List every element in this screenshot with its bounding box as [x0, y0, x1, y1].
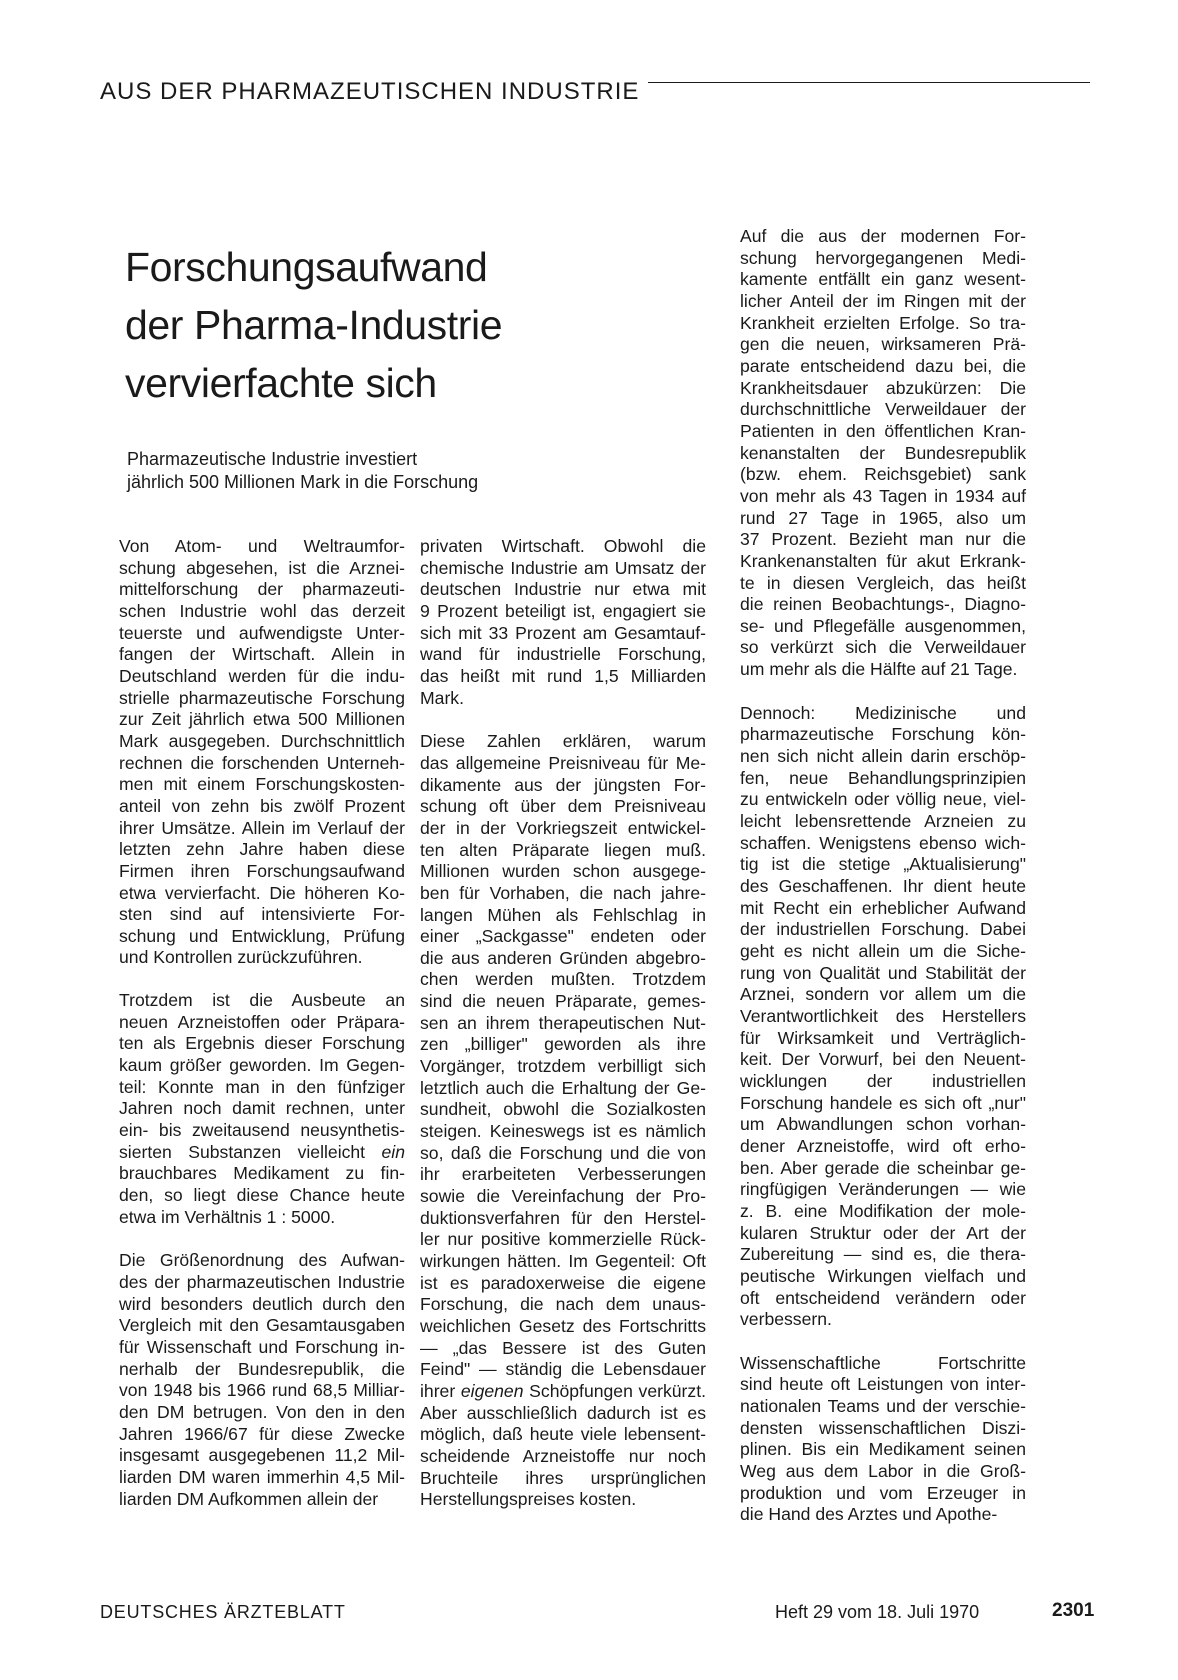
text-line: scheidende Arzneistoffe nur noch: [420, 1445, 706, 1466]
text-line: densten wissenschaftlichen Diszi-: [740, 1417, 1026, 1438]
text-line: letzten zehn Jahre haben diese: [119, 839, 405, 860]
text-line: weichlichen Gesetz des Fortschritts: [420, 1315, 706, 1336]
text-line: so verkürzt sich die Verweildauer: [740, 637, 1026, 658]
text-line: Weg aus dem Labor in die Groß-: [740, 1461, 1026, 1482]
subtitle-line: jährlich 500 Millionen Mark in die Forschung: [127, 472, 479, 492]
text-line: ihrer eigenen Schöpfungen verkürzt.: [420, 1380, 706, 1401]
text-line: brauchbares Medikament zu fin-: [119, 1163, 405, 1184]
text-line: sundheit, obwohl die Sozialkosten: [420, 1099, 706, 1120]
text-line: nerhalb der Bundesrepublik, die: [119, 1358, 405, 1379]
article-column-3: [740, 226, 1026, 1526]
article-subtitle: [127, 448, 667, 494]
text-line: 9 Prozent beteiligt ist, engagiert sie: [420, 600, 706, 621]
text-line: ringfügigen Veränderungen — wie: [740, 1179, 1026, 1200]
text-line: Aber ausschließlich dadurch ist es: [420, 1402, 706, 1423]
title-line: der Pharma-Industrie: [125, 302, 503, 348]
article-paragraph: [740, 226, 1026, 681]
text-line: schung und Entwicklung, Prüfung: [119, 925, 405, 946]
article-paragraph: [740, 703, 1026, 1331]
text-line: wicklungen der industriellen: [740, 1070, 1026, 1091]
text-line: der in der Vorkriegszeit entwickel-: [420, 817, 706, 838]
text-line: verbessern.: [740, 1309, 832, 1330]
text-line: einer „Sackgasse" endeten oder: [420, 926, 706, 947]
text-line: ben. Aber gerade die scheinbar ge-: [740, 1157, 1026, 1178]
text-line: strielle pharmazeutische Forschung: [119, 687, 405, 708]
section-header: AUS DER PHARMAZEUTISCHEN INDUSTRIE: [100, 78, 640, 105]
text-line: Diese Zahlen erklären, warum: [420, 731, 706, 752]
text-line: mit Recht ein erheblicher Aufwand: [740, 897, 1026, 918]
text-line: rung von Qualität und Stabilität der: [740, 962, 1026, 983]
text-line: pharmazeutische Forschung kön-: [740, 724, 1026, 745]
text-line: insgesamt ausgegebenen 11,2 Mil-: [119, 1445, 405, 1466]
text-line: teuerste und aufwendigste Unter-: [119, 622, 405, 643]
text-line: sen an ihrem therapeutischen Nut-: [420, 1012, 706, 1033]
article-column-2: [420, 536, 706, 1511]
text-line: plinen. Bis ein Medikament seinen: [740, 1439, 1026, 1460]
text-line: den DM betrugen. Von den in den: [119, 1401, 405, 1422]
text-line: Auf die aus der modernen For-: [740, 226, 1026, 246]
text-line: um mehr als die Hälfte auf 21 Tage.: [740, 659, 1018, 680]
text-line: Patienten in den öffentlichen Kran-: [740, 420, 1026, 441]
text-line: te in diesen Vergleich, das heißt: [740, 572, 1026, 593]
text-line: liarden DM waren immerhin 4,5 Mil-: [119, 1466, 405, 1487]
text-line: fangen der Wirtschaft. Allein in: [119, 644, 405, 665]
text-line: duktionsverfahren für den Herstel-: [420, 1207, 706, 1228]
text-line: Vergleich mit den Gesamtausgaben: [119, 1315, 405, 1336]
text-line: schung oft über dem Preisniveau: [420, 796, 706, 817]
text-line: von mehr als 43 Tagen in 1934 auf: [740, 485, 1026, 506]
text-line: Mark.: [420, 687, 464, 708]
text-line: sind die neuen Präparate, gemes-: [420, 991, 706, 1012]
text-line: den, so liegt diese Chance heute: [119, 1185, 405, 1206]
text-line: Zubereitung — sind es, die thera-: [740, 1244, 1026, 1265]
text-line: Krankheitsdauer abzukürzen: Die: [740, 377, 1026, 398]
text-line: durchschnittliche Verweildauer der: [740, 399, 1026, 420]
text-line: ihr erarbeiteten Verbesserungen: [420, 1164, 706, 1185]
text-line: tig ist die stetige „Aktualisierung": [740, 854, 1026, 875]
text-line: Jahren noch damit rechnen, unter: [119, 1098, 405, 1119]
text-line: sowie die Vereinfachung der Pro-: [420, 1186, 706, 1207]
text-line: wand für industrielle Forschung,: [420, 644, 706, 665]
text-line: mittelforschung der pharmazeuti-: [119, 579, 405, 600]
text-line: leicht lebensrettende Arzneien zu: [740, 811, 1026, 832]
text-line: neuen Arzneistoffen oder Präpara-: [119, 1011, 405, 1032]
text-line: um Abwandlungen schon vorhan-: [740, 1114, 1026, 1135]
text-line: zen „billiger" geworden als ihre: [420, 1034, 706, 1055]
text-line: wirkungen hätten. Im Gegenteil: Oft: [420, 1251, 706, 1271]
text-line: kamente entfällt ein ganz wesent-: [740, 269, 1026, 290]
text-line: für Wissenschaft und Forschung in-: [119, 1336, 405, 1357]
subtitle-line: Pharmazeutische Industrie investiert: [127, 449, 418, 469]
text-line: des der pharmazeutischen Industrie: [119, 1272, 405, 1292]
title-line: vervierfachte sich: [125, 360, 437, 406]
text-line: die reinen Beobachtungs-, Diagno-: [740, 594, 1026, 615]
text-line: teil: Konnte man in den fünfziger: [119, 1076, 405, 1097]
text-line: nen sich nicht allein darin erschöp-: [740, 746, 1026, 767]
text-line: Verantwortlichkeit des Herstellers: [740, 1005, 1026, 1026]
title-line: Forschungsaufwand: [125, 244, 488, 290]
text-line: Vorgänger, trotzdem verbilligt sich: [420, 1056, 706, 1077]
text-line: letztlich auch die Erhaltung der Ge-: [420, 1077, 706, 1098]
text-line: fen, neue Behandlungsprinzipien: [740, 767, 1026, 788]
text-line: der industriellen Forschung. Dabei: [740, 919, 1026, 940]
text-line: Firmen ihren Forschungsaufwand: [119, 860, 405, 881]
text-line: schung hervorgegangenen Medi-: [740, 247, 1026, 268]
text-line: Forschung handele es sich oft „nur": [740, 1092, 1026, 1113]
text-line: ein- bis zweitausend neusynthetis-: [119, 1120, 405, 1141]
text-line: deutschen Industrie nur etwa mit: [420, 579, 706, 600]
text-line: sierten Substanzen vielleicht ein: [119, 1141, 405, 1162]
text-line: sich mit 33 Prozent am Gesamtauf-: [420, 622, 706, 643]
text-line: ben für Vorhaben, die nach jahre-: [420, 882, 706, 903]
text-line: rund 27 Tage in 1965, also um: [740, 507, 1026, 528]
text-line: dener Arzneistoffe, wird oft erho-: [740, 1135, 1026, 1156]
page-number: 2301: [1052, 1600, 1095, 1621]
text-line: zu entwickeln oder völlig neue, viel-: [740, 789, 1026, 810]
text-line: die Hand des Arztes und Apothe-: [740, 1504, 998, 1525]
text-line: chemische Industrie am Umsatz der: [420, 557, 706, 578]
text-line: von 1948 bis 1966 rund 68,5 Milliar-: [119, 1380, 405, 1401]
text-line: geht es nicht allein um die Siche-: [740, 941, 1026, 961]
text-line: Die Größenordnung des Aufwan-: [119, 1250, 405, 1271]
text-line: men mit einem Forschungskosten-: [119, 774, 405, 795]
text-line: ler nur positive kommerzielle Rück-: [420, 1229, 706, 1250]
text-line: kenanstalten der Bundesrepublik: [740, 442, 1026, 463]
text-line: sten sind auf intensivierte For-: [119, 904, 405, 925]
article-title: [125, 238, 645, 412]
text-line: langen Mühen als Fehlschlag in: [420, 904, 706, 925]
text-line: Deutschland werden für die indu-: [119, 665, 405, 686]
text-line: ihrer Umsätze. Allein im Verlauf der: [119, 817, 405, 838]
text-line: wird besonders deutlich durch den: [119, 1293, 405, 1314]
text-line: kularen Struktur oder der Art der: [740, 1222, 1026, 1243]
article-paragraph: [119, 1250, 405, 1510]
text-line: Herstellungspreises kosten.: [420, 1489, 637, 1510]
text-line: für Wirksamkeit und Verträglich-: [740, 1027, 1026, 1048]
text-line: und Kontrollen zurückzuführen.: [119, 947, 363, 968]
text-line: licher Anteil der im Ringen mit der: [740, 290, 1026, 311]
header-rule: [648, 82, 1090, 83]
article-paragraph: [420, 731, 706, 1511]
text-line: Trotzdem ist die Ausbeute an: [119, 990, 405, 1011]
text-line: — „das Bessere ist des Guten: [420, 1337, 706, 1358]
text-line: ten als Ergebnis dieser Forschung: [119, 1033, 405, 1054]
text-line: rechnen die forschenden Unterneh-: [119, 752, 405, 773]
text-line: Jahren 1966/67 für diese Zwecke: [119, 1423, 405, 1444]
text-line: etwa vervierfacht. Die höheren Ko-: [119, 882, 405, 903]
text-line: kaum größer geworden. Im Gegen-: [119, 1055, 405, 1076]
text-line: schen Industrie wohl das derzeit: [119, 600, 405, 621]
text-line: dikamente aus der jüngsten For-: [420, 774, 706, 795]
text-line: Feind" — ständig die Lebensdauer: [420, 1359, 706, 1380]
article-paragraph: [119, 990, 405, 1228]
text-line: Wissenschaftliche Fortschritte: [740, 1352, 1026, 1373]
article-paragraph: [119, 536, 405, 969]
journal-name: DEUTSCHES ÄRZTEBLATT: [100, 1602, 346, 1622]
text-line: Bruchteile ihres ursprünglichen: [420, 1467, 706, 1488]
text-line: produktion und vom Erzeuger in: [740, 1482, 1026, 1503]
text-line: Mark ausgegeben. Durchschnittlich: [119, 730, 405, 751]
text-line: schaffen. Wenigstens ebenso wich-: [740, 832, 1026, 853]
article-column-1: [119, 536, 405, 1510]
text-line: keit. Der Vorwurf, bei den Neuent-: [740, 1049, 1026, 1070]
text-line: Millionen wurden schon ausgege-: [420, 861, 706, 882]
text-line: das allgemeine Preisniveau für Me-: [420, 752, 706, 773]
article-paragraph: [740, 1353, 1026, 1526]
text-line: zur Zeit jährlich etwa 500 Millionen: [119, 709, 405, 730]
text-line: (bzw. ehem. Reichsgebiet) sank: [740, 464, 1026, 485]
issue-info: Heft 29 vom 18. Juli 1970: [775, 1602, 980, 1622]
article-paragraph: [420, 536, 706, 709]
text-line: peutische Wirkungen vielfach und: [740, 1265, 1026, 1286]
text-line: Dennoch: Medizinische und: [740, 702, 1026, 723]
text-line: gen die neuen, wirksameren Prä-: [740, 334, 1026, 355]
text-line: Krankheit erzielten Erfolge. So tra-: [740, 312, 1026, 333]
text-line: etwa im Verhältnis 1 : 5000.: [119, 1206, 336, 1227]
text-line: parate entscheidend dazu bei, die: [740, 355, 1026, 376]
text-line: Forschung, die nach dem unaus-: [420, 1294, 706, 1315]
text-line: nationalen Teams und der verschie-: [740, 1396, 1026, 1417]
text-line: Von Atom- und Weltraumfor-: [119, 536, 405, 556]
text-line: die aus anderen Gründen abgebro-: [420, 947, 706, 968]
text-line: ten alten Präparate liegen muß.: [420, 839, 706, 860]
text-line: möglich, daß heute viele lebensent-: [420, 1424, 706, 1445]
text-line: so, daß die Forschung und die von: [420, 1142, 706, 1163]
text-line: des Geschaffenen. Ihr dient heute: [740, 876, 1026, 897]
text-line: privaten Wirtschaft. Obwohl die: [420, 536, 706, 556]
text-line: Krankenanstalten für akut Erkrank-: [740, 550, 1026, 571]
text-line: ist es paradoxerweise die eigene: [420, 1272, 706, 1293]
text-line: se- und Pflegefälle ausgenommen,: [740, 615, 1026, 636]
text-line: Arznei, sondern vor allem um die: [740, 984, 1026, 1005]
text-line: liarden DM Aufkommen allein der: [119, 1488, 379, 1509]
text-line: steigen. Keineswegs ist es nämlich: [420, 1121, 706, 1142]
text-line: anteil von zehn bis zwölf Prozent: [119, 795, 405, 816]
text-line: 37 Prozent. Bezieht man nur die: [740, 529, 1026, 550]
text-line: das heißt mit rund 1,5 Milliarden: [420, 665, 706, 686]
text-line: chen werden mußten. Trotzdem: [420, 969, 706, 990]
text-line: z. B. eine Modifikation der mole-: [740, 1200, 1026, 1221]
text-line: oft entscheidend verändern oder: [740, 1287, 1026, 1308]
text-line: schung abgesehen, ist die Arznei-: [119, 557, 405, 578]
text-line: sind heute oft Leistungen von inter-: [740, 1374, 1026, 1395]
